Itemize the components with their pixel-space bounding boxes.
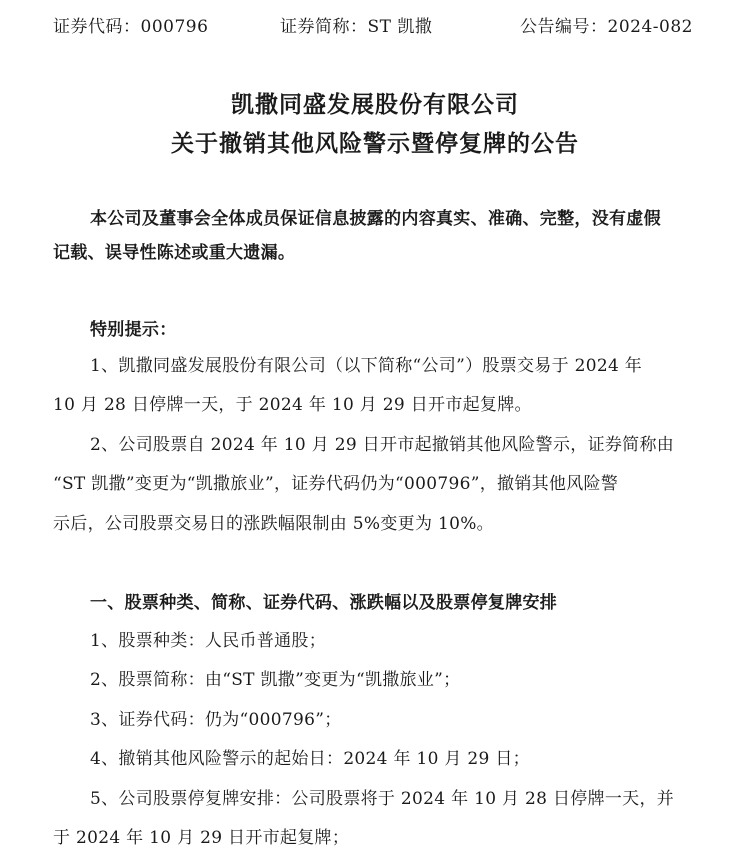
section-1-item-5-line-1: 5、公司股票停复牌安排：公司股票将于 2024 年 10 月 28 日停牌一天，并 <box>90 789 675 809</box>
notice-item-2-line-2: “ST 凯撒”变更为“凯撒旅业”，证券代码仍为“000796”，撤销其他风险警 <box>53 474 619 494</box>
announcement-title: 关于撤销其他风险警示暨停复牌的公告 <box>171 131 579 157</box>
notice-item-2-line-1: 2、公司股票自 2024 年 10 月 29 日开市起撤销其他风险警示，证券简称由 <box>90 435 675 455</box>
announcement-number: 公告编号：2024-082 <box>520 17 693 37</box>
notice-item-1-line-2: 10 月 28 日停牌一天，于 2024 年 10 月 29 日开市起复牌。 <box>53 395 532 415</box>
section-1-item-5-line-2: 于 2024 年 10 月 29 日开市起复牌； <box>53 828 350 848</box>
notice-item-2-line-3: 示后，公司股票交易日的涨跌幅限制由 5%变更为 10%。 <box>53 514 494 534</box>
section-1-item-4: 4、撤销其他风险警示的起始日：2024 年 10 月 29 日； <box>90 749 530 769</box>
security-code: 证券代码：000796 <box>53 17 209 37</box>
document-header <box>0 12 750 42</box>
section-1-item-1: 1、股票种类：人民币普通股； <box>90 631 327 651</box>
security-abbreviation: 证券简称：ST 凯撒 <box>280 17 433 37</box>
section-1-heading: 一、股票种类、简称、证券代码、涨跌幅以及股票停复牌安排 <box>90 593 558 613</box>
section-1-item-3: 3、证券代码：仍为“000796”； <box>90 710 342 730</box>
company-title: 凯撒同盛发展股份有限公司 <box>231 92 519 118</box>
statement-line-1: 本公司及董事会全体成员保证信息披露的内容真实、准确、完整，没有虚假 <box>90 209 661 229</box>
notice-item-1-line-1: 1、凯撒同盛发展股份有限公司（以下简称“公司”）股票交易于 2024 年 <box>90 356 643 376</box>
section-1-item-2: 2、股票简称：由“ST 凯撒”变更为“凯撒旅业”； <box>90 670 461 690</box>
statement-line-2: 记载、误导性陈述或重大遗漏。 <box>53 243 296 263</box>
special-notice-heading: 特别提示： <box>90 320 177 340</box>
